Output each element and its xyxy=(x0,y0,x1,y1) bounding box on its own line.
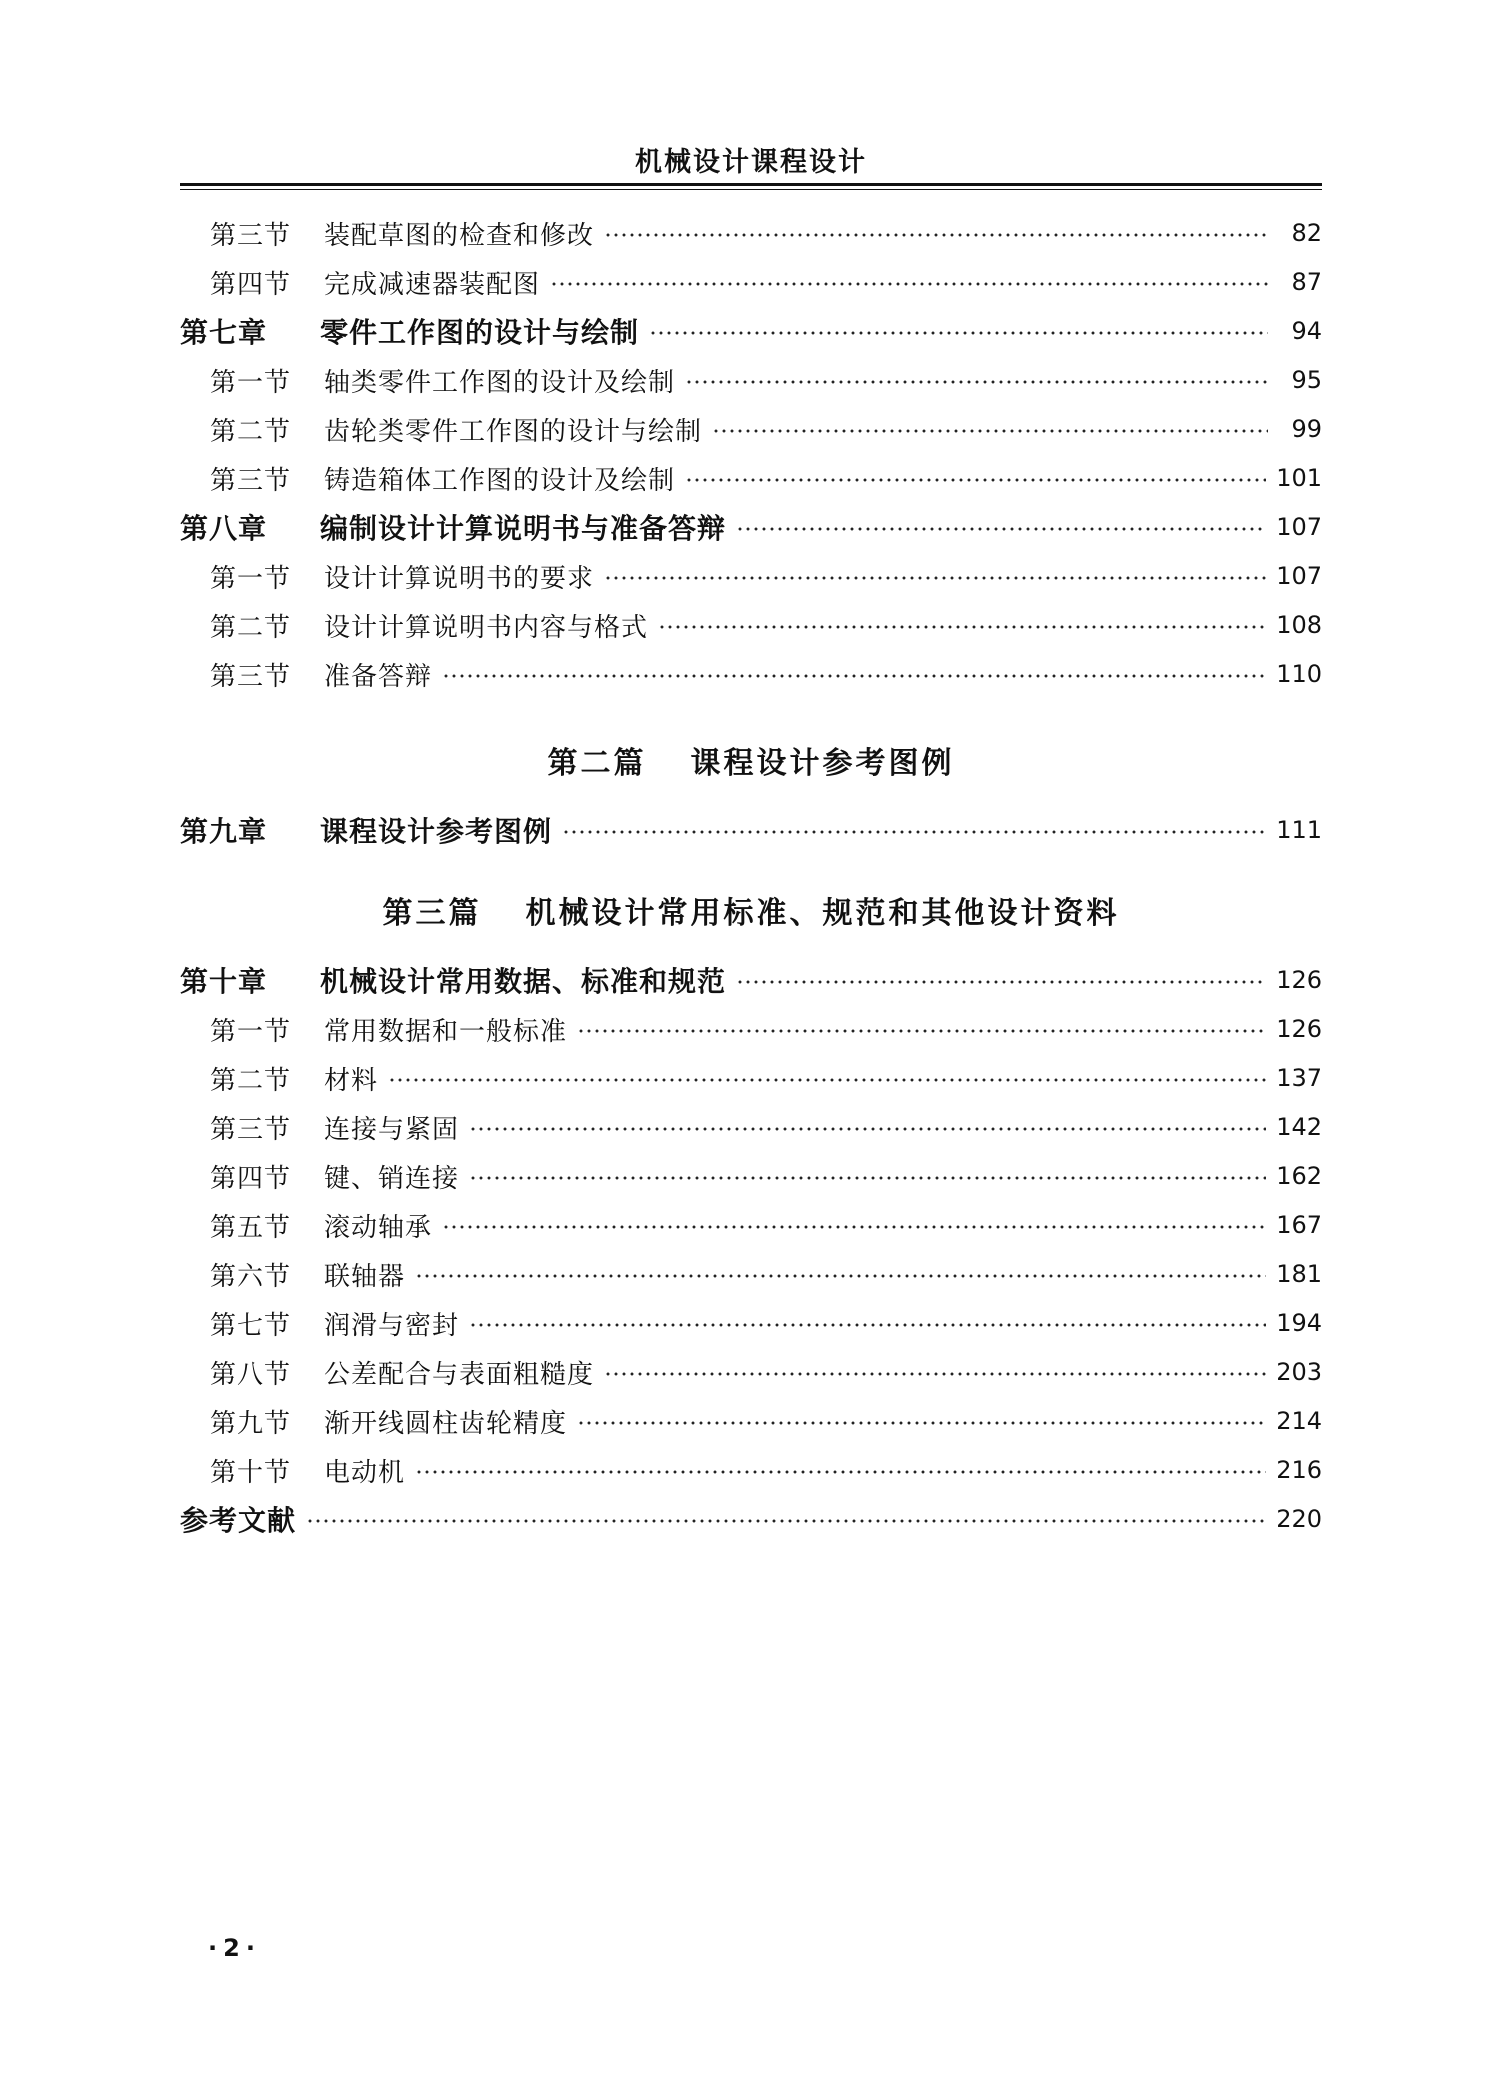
toc-section-entry xyxy=(180,1105,1322,1149)
entry-page-number: 126 xyxy=(1276,1015,1322,1043)
entry-title: 完成减速器装配图 xyxy=(324,269,541,300)
entry-page-number: 94 xyxy=(1291,317,1322,345)
entry-title: 键、销连接 xyxy=(324,1163,460,1194)
entry-title: 参考文献 xyxy=(180,1504,297,1537)
entry-title: 课程设计参考图例 xyxy=(320,815,553,848)
dot-leader xyxy=(306,1518,1266,1524)
entry-title: 轴类零件工作图的设计及绘制 xyxy=(324,367,676,398)
dot-leader xyxy=(469,1322,1266,1328)
entry-page-number: 82 xyxy=(1291,219,1322,247)
entry-title: 连接与紧固 xyxy=(324,1114,460,1145)
dot-leader xyxy=(415,1273,1266,1279)
entry-page-number: 142 xyxy=(1276,1113,1322,1141)
entry-title: 编制设计计算说明书与准备答辩 xyxy=(320,512,727,545)
running-header-title: 机械设计课程设计 xyxy=(635,147,867,178)
toc-chapter-entry xyxy=(180,958,1322,1002)
entry-number: 第三节 xyxy=(210,661,292,692)
toc-section-entry xyxy=(180,211,1322,255)
part-label: 第三篇 xyxy=(382,896,482,931)
entry-number: 第八节 xyxy=(210,1359,292,1390)
toc-section-entry xyxy=(180,1056,1322,1100)
dot-leader xyxy=(442,673,1266,679)
dot-leader xyxy=(685,477,1266,483)
entry-title: 设计计算说明书的要求 xyxy=(324,563,595,594)
dot-leader xyxy=(604,1371,1266,1377)
dot-leader xyxy=(604,232,1268,238)
entry-title: 机械设计常用数据、标准和规范 xyxy=(320,965,727,998)
toc-section-entry xyxy=(180,1301,1322,1345)
dot-leader xyxy=(736,979,1266,985)
toc-chapter-entry xyxy=(180,808,1322,852)
dot-leader xyxy=(685,379,1268,385)
entry-title: 公差配合与表面粗糙度 xyxy=(324,1359,595,1390)
entry-number: 第九节 xyxy=(210,1408,292,1439)
dot-leader xyxy=(649,330,1268,336)
entry-number: 第一节 xyxy=(210,563,292,594)
entry-number: 第十节 xyxy=(210,1457,292,1488)
entry-page-number: 216 xyxy=(1276,1456,1322,1484)
entry-number: 第二节 xyxy=(210,416,292,447)
header-rule-thick xyxy=(180,183,1322,186)
entry-title: 渐开线圆柱齿轮精度 xyxy=(324,1408,568,1439)
part-title: 机械设计常用标准、规范和其他设计资料 xyxy=(525,896,1120,931)
dot-leader xyxy=(712,428,1268,434)
dot-leader xyxy=(550,281,1268,287)
entry-number: 第三节 xyxy=(210,465,292,496)
dot-leader xyxy=(604,575,1266,581)
dot-leader xyxy=(658,624,1266,630)
entry-title: 准备答辩 xyxy=(324,661,433,692)
dot-leader xyxy=(469,1175,1266,1181)
dot-leader xyxy=(442,1224,1266,1230)
toc-chapter-entry xyxy=(180,309,1322,353)
entry-title: 润滑与密封 xyxy=(324,1310,460,1341)
dot-leader xyxy=(388,1077,1266,1083)
entry-page-number: 126 xyxy=(1276,966,1322,994)
entry-page-number: 181 xyxy=(1276,1260,1322,1288)
toc-section-entry xyxy=(180,1203,1322,1247)
toc-section-entry xyxy=(180,407,1322,451)
entry-page-number: 194 xyxy=(1276,1309,1322,1337)
entry-number: 第一节 xyxy=(210,1016,292,1047)
entry-title: 铸造箱体工作图的设计及绘制 xyxy=(324,465,676,496)
entry-number: 第二节 xyxy=(210,1065,292,1096)
entry-number: 第四节 xyxy=(210,269,292,300)
dot-leader xyxy=(577,1420,1266,1426)
toc-chapter-entry xyxy=(180,505,1322,549)
entry-page-number: 203 xyxy=(1276,1358,1322,1386)
entry-number: 第七章 xyxy=(180,316,268,349)
entry-page-number: 214 xyxy=(1276,1407,1322,1435)
entry-number: 第九章 xyxy=(180,815,268,848)
entry-page-number: 101 xyxy=(1276,464,1322,492)
toc-section-entry xyxy=(180,456,1322,500)
entry-number: 第一节 xyxy=(210,367,292,398)
dot-leader xyxy=(562,829,1266,835)
entry-number: 第四节 xyxy=(210,1163,292,1194)
entry-number: 第三节 xyxy=(210,1114,292,1145)
entry-title: 齿轮类零件工作图的设计与绘制 xyxy=(324,416,703,447)
entry-page-number: 167 xyxy=(1276,1211,1322,1239)
entry-title: 材料 xyxy=(324,1065,379,1096)
part-heading-3 xyxy=(180,888,1322,932)
dot-leader xyxy=(736,526,1266,532)
toc-chapter-entry xyxy=(180,1497,1322,1541)
dot-leader xyxy=(415,1469,1266,1475)
page-number: ·2· xyxy=(208,1934,261,1962)
entry-title: 装配草图的检查和修改 xyxy=(324,220,595,251)
toc-section-entry xyxy=(180,260,1322,304)
entry-page-number: 220 xyxy=(1276,1505,1322,1533)
entry-number: 第八章 xyxy=(180,512,268,545)
toc-section-entry xyxy=(180,1399,1322,1443)
entry-number: 第三节 xyxy=(210,220,292,251)
toc-section-entry xyxy=(180,603,1322,647)
entry-title: 电动机 xyxy=(324,1457,406,1488)
entry-number: 第七节 xyxy=(210,1310,292,1341)
entry-number: 第十章 xyxy=(180,965,268,998)
entry-title: 滚动轴承 xyxy=(324,1212,433,1243)
toc-section-entry xyxy=(180,1154,1322,1198)
toc-section-entry xyxy=(180,554,1322,598)
entry-number: 第六节 xyxy=(210,1261,292,1292)
part-label: 第二篇 xyxy=(547,746,647,781)
toc-section-entry xyxy=(180,1007,1322,1051)
entry-number: 第二节 xyxy=(210,612,292,643)
entry-page-number: 107 xyxy=(1276,562,1322,590)
toc-section-entry xyxy=(180,1448,1322,1492)
entry-page-number: 110 xyxy=(1276,660,1322,688)
part-heading-2 xyxy=(180,738,1322,782)
entry-number: 第五节 xyxy=(210,1212,292,1243)
dot-leader xyxy=(577,1028,1266,1034)
entry-page-number: 99 xyxy=(1291,415,1322,443)
entry-page-number: 162 xyxy=(1276,1162,1322,1190)
header-rule-thin xyxy=(180,189,1322,190)
entry-page-number: 111 xyxy=(1276,816,1322,844)
entry-title: 常用数据和一般标准 xyxy=(324,1016,568,1047)
entry-page-number: 108 xyxy=(1276,611,1322,639)
dot-leader xyxy=(469,1126,1266,1132)
entry-page-number: 95 xyxy=(1291,366,1322,394)
toc-section-entry xyxy=(180,1350,1322,1394)
entry-title: 设计计算说明书内容与格式 xyxy=(324,612,649,643)
toc-section-entry xyxy=(180,358,1322,402)
toc-section-entry xyxy=(180,1252,1322,1296)
entry-title: 零件工作图的设计与绘制 xyxy=(320,316,640,349)
entry-title: 联轴器 xyxy=(324,1261,406,1292)
toc-section-entry xyxy=(180,652,1322,696)
entry-page-number: 137 xyxy=(1276,1064,1322,1092)
entry-page-number: 87 xyxy=(1291,268,1322,296)
part-title: 课程设计参考图例 xyxy=(690,746,955,781)
entry-page-number: 107 xyxy=(1276,513,1322,541)
